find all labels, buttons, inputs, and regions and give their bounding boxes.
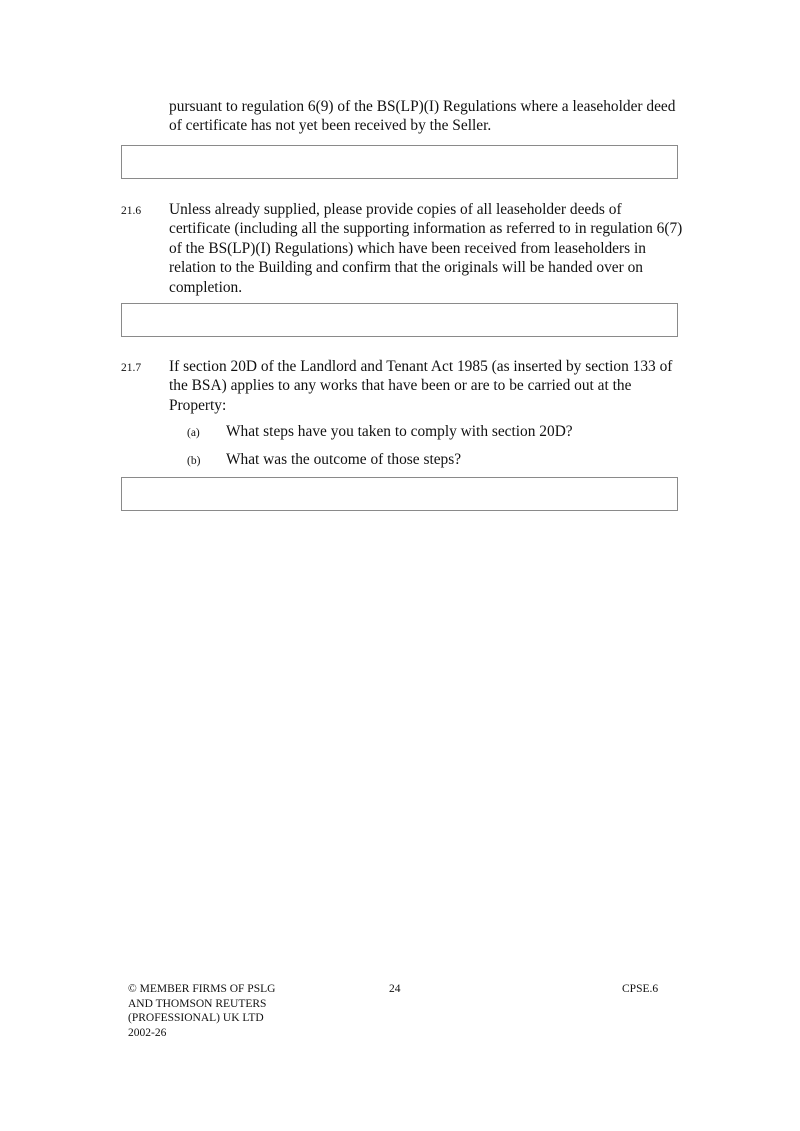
footer-copyright	[128, 982, 328, 1040]
footer-copyright-line: AND THOMSON REUTERS	[128, 997, 267, 1010]
page-number: 24	[389, 983, 401, 995]
question-number-21-7: 21.7	[121, 362, 142, 374]
sub-item-label-a: (a)	[187, 427, 200, 439]
footer-copyright-line: 2002-26	[128, 1026, 167, 1039]
footer-copyright-line: © MEMBER FIRMS OF PSLG	[128, 983, 276, 995]
answer-box-continuation[interactable]	[121, 145, 678, 179]
question-text-21-7: If section 20D of the Landlord and Tenant Act 1985 (as inserted by section 133 of the BSA) applies to any works that have been or are to be carried out at the Property:	[169, 358, 673, 414]
sub-item-text-a: What steps have you taken to comply with section 20D?	[226, 423, 573, 440]
form-code: CPSE.6	[622, 983, 659, 995]
question-text-21-6: Unless already supplied, please provide copies of all leaseholder deeds of certificate (including all the supporting information as referred to in regulation 6(7) of the BS(LP)(I) Regulations) which have been received from leaseholders in relation to the Building and confirm that the originals will be handed over on completion.	[169, 201, 683, 296]
footer-copyright-line: (PROFESSIONAL) UK LTD	[128, 1012, 264, 1025]
continuation-paragraph: pursuant to regulation 6(9) of the BS(LP)(I) Regulations where a leaseholder deed of certificate has not yet been received by the Seller.	[169, 98, 676, 135]
sub-item-text-b: What was the outcome of those steps?	[226, 451, 462, 468]
answer-box-21-6[interactable]	[121, 303, 678, 337]
answer-box-21-7[interactable]	[121, 477, 678, 511]
question-number-21-6: 21.6	[121, 205, 142, 217]
sub-item-label-b: (b)	[187, 455, 201, 467]
